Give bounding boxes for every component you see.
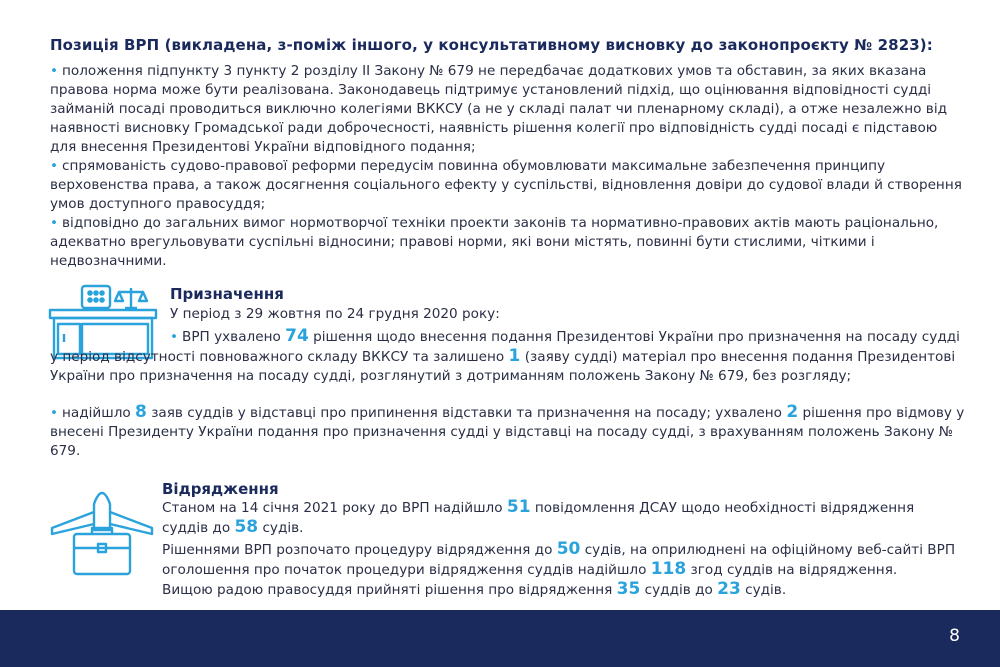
bullet-2-text: спрямованість судово-правової реформи передусім повинна обумовлювати максимальне забезпечення принципу верховенства права, а також досягнення соціального ефекту у суспільстві, відновлення довіри до судової влади й створення умов доступного правосуддя; xyxy=(50,158,962,212)
secondment-p2-text-a: Рішеннями ВРП розпочато процедуру відрядження до xyxy=(162,542,557,558)
bullet-3 xyxy=(50,214,965,271)
appointment-heading: Призначення xyxy=(170,285,284,303)
bullet-1-text: положення підпункту 3 пункту 2 розділу II Закону № 679 не передбачає додаткових умов та обставин, за яких вказана правова норма може бути реалізована. Законодавець підтримує установлений підхід, що оцінювання відповідності судді займаній посаді проводиться виключно колегіями ВККСУ (а не у складі палат чи пленарному складі), а отже незалежно від наявності висновку Громадської ради доброчесності, наявність рішення колегії про відповідність судді посаді є підставою для внесення Президентові України відповідного подання; xyxy=(50,63,947,155)
page-number: 8 xyxy=(949,626,960,646)
secondment-count-118: 118 xyxy=(650,559,687,579)
appointment-b1-text-a: ВРП ухвалено xyxy=(182,329,286,345)
secondment-count-50: 50 xyxy=(556,539,581,559)
appointment-b2-text-c: рішення про відмову у внесені Президенту України подання про призначення судді у відставці на посаду судді, з врахуванням положень Закону № 679. xyxy=(50,405,965,459)
secondment-p2-text-b: судів, на оприлюднені на офіційному веб-сайті ВРП оголошення про початок процедури відрядження суддів надійшло xyxy=(162,542,956,578)
secondment-heading: Відрядження xyxy=(162,480,279,498)
bullet-dot: • xyxy=(50,158,59,174)
secondment-paragraph-2 xyxy=(162,540,962,580)
secondment-count-51: 51 xyxy=(506,497,531,517)
appointment-count-2: 2 xyxy=(786,402,799,422)
bullet-dot: • xyxy=(50,63,59,79)
secondment-p3-text-a: Вищою радою правосуддя прийняті рішення про відрядження xyxy=(162,582,617,598)
secondment-p2-text-c: згод суддів на відрядження. xyxy=(686,562,898,578)
bullet-dot: • xyxy=(50,215,59,231)
appointment-period: У період з 29 жовтня по 24 грудня 2020 року: xyxy=(170,306,500,322)
secondment-count-35: 35 xyxy=(616,579,641,599)
appointment-count-8: 8 xyxy=(135,402,147,422)
secondment-count-23: 23 xyxy=(717,579,741,599)
bullet-2 xyxy=(50,157,965,214)
bullet-dot: • xyxy=(50,405,59,421)
footer-bar xyxy=(0,610,1000,667)
bullet-dot: • xyxy=(170,329,179,345)
secondment-count-58: 58 xyxy=(234,517,259,537)
secondment-p1-text-a: Станом на 14 січня 2021 року до ВРП надійшло xyxy=(162,500,507,516)
secondment-paragraph-1 xyxy=(162,498,962,538)
appointment-bullet-1 xyxy=(50,327,965,386)
secondment-p3-text-c: судів. xyxy=(740,582,787,598)
appointment-bullet-2 xyxy=(50,403,965,461)
secondment-p3-text-b: суддів до xyxy=(640,582,718,598)
page-title: Позиція ВРП (викладена, з-поміж іншого, у консультативному висновку до законопроєкту № 2823): xyxy=(50,36,933,54)
appointment-b2-text-b: заяв суддів у відставці про припинення відставки та призначення на посаду; ухвалено xyxy=(146,405,787,421)
appointment-b1-text-c: (заяву судді) матеріал про внесення подання Президентові України про призначення на посаду судді, розглянутий з дотриманням положень Закону № 679, без розгляду; xyxy=(50,349,956,384)
plane-briefcase-icon xyxy=(46,478,158,578)
appointment-count-1: 1 xyxy=(508,346,521,366)
appointment-b1-text-b: рішення щодо внесення подання Президентові України про призначення на посаду судді у період відсутності повноважного складу ВККСУ та залишено xyxy=(50,329,960,365)
secondment-p1-text-b: повідомлення ДСАУ щодо необхідності відрядження суддів до xyxy=(162,500,915,536)
bullet-3-text: відповідно до загальних вимог нормотворчої техніки проекти законів та нормативно-правових актів мають раціонально, адекватно врегульовувати суспільні відносини; правові норми, які вони містять, повинні бути стислими, чіткими і недвозначними. xyxy=(50,215,939,269)
bullet-1 xyxy=(50,62,965,157)
appointment-count-74: 74 xyxy=(285,326,309,346)
appointment-b2-text-a: надійшло xyxy=(62,405,136,421)
secondment-paragraph-3 xyxy=(162,580,962,600)
secondment-p1-text-c: судів. xyxy=(258,520,304,536)
